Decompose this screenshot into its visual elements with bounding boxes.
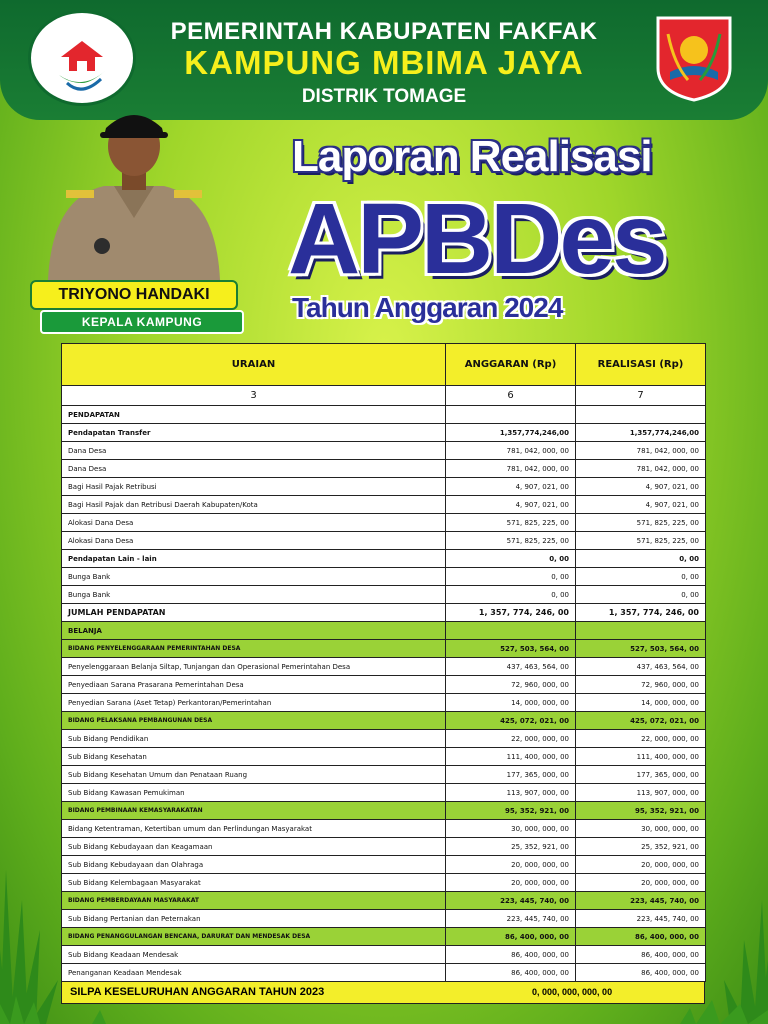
table-row [62,766,706,784]
row-realisasi: 223, 445, 740, 00 [576,892,706,910]
table-row [62,712,706,730]
row-label: Bagi Hasil Pajak dan Retribusi Daerah Kabupaten/Kota [62,496,446,514]
official-role: KEPALA KAMPUNG [40,310,244,334]
fiscal-year-title: Tahun Anggaran 2024 [292,292,563,323]
row-anggaran: 781, 042, 000, 00 [446,442,576,460]
row-realisasi: 4, 907, 021, 00 [576,496,706,514]
row-anggaran: 527, 503, 564, 00 [446,640,576,658]
row-anggaran: 95, 352, 921, 00 [446,802,576,820]
row-anggaran: 223, 445, 740, 00 [446,892,576,910]
row-label: Sub Bidang Pertanian dan Peternakan [62,910,446,928]
row-anggaran: 571, 825, 225, 00 [446,514,576,532]
row-label: Sub Bidang Kesehatan Umum dan Penataan Ruang [62,766,446,784]
row-label: Pendapatan Lain - lain [62,550,446,568]
row-realisasi: 0, 00 [576,586,706,604]
row-realisasi: 0, 00 [576,568,706,586]
row-label: Penyelenggaraan Belanja Siltap, Tunjangan dan Operasional Pemerintahan Desa [62,658,446,676]
row-realisasi: 0, 00 [576,550,706,568]
row-realisasi: 20, 000, 000, 00 [576,874,706,892]
row-anggaran [446,406,576,424]
row-realisasi: 425, 072, 021, 00 [576,712,706,730]
row-label: Alokasi Dana Desa [62,532,446,550]
table-row [62,820,706,838]
table-row [62,496,706,514]
row-anggaran: 425, 072, 021, 00 [446,712,576,730]
row-label: Bunga Bank [62,568,446,586]
apbdes-title: APBDes [288,183,665,295]
table-row [62,874,706,892]
row-label: Alokasi Dana Desa [62,514,446,532]
row-anggaran: 25, 352, 921, 00 [446,838,576,856]
row-anggaran: 86, 400, 000, 00 [446,946,576,964]
row-anggaran: 20, 000, 000, 00 [446,874,576,892]
row-realisasi: 781, 042, 000, 00 [576,460,706,478]
table-row [62,838,706,856]
row-anggaran: 437, 463, 564, 00 [446,658,576,676]
grass-bottom-decoration [0,990,768,1024]
col-number-realisasi: 7 [576,386,706,406]
table-row [62,424,706,442]
table-row [62,442,706,460]
row-label: Sub Bidang Kawasan Pemukiman [62,784,446,802]
table-row [62,802,706,820]
row-realisasi: 571, 825, 225, 00 [576,532,706,550]
row-anggaran: 177, 365, 000, 00 [446,766,576,784]
table-row [62,478,706,496]
header-government: PEMERINTAH KABUPATEN FAKFAK [170,18,598,45]
silpa-label: SILPA KESELURUHAN ANGGARAN TAHUN 2023 [70,986,325,998]
row-realisasi: 571, 825, 225, 00 [576,514,706,532]
table-row [62,658,706,676]
row-anggaran: 0, 00 [446,586,576,604]
row-anggaran: 571, 825, 225, 00 [446,532,576,550]
row-anggaran: 4, 907, 021, 00 [446,496,576,514]
table-row [62,406,706,424]
row-anggaran: 1,357,774,246,00 [446,424,576,442]
row-realisasi: 113, 907, 000, 00 [576,784,706,802]
row-realisasi: 72, 960, 000, 00 [576,676,706,694]
fakfak-regency-emblem-icon [652,14,736,102]
row-realisasi [576,406,706,424]
row-label: PENDAPATAN [62,406,446,424]
row-realisasi: 86, 400, 000, 00 [576,946,706,964]
row-label: BELANJA [62,622,446,640]
table-row [62,622,706,640]
row-realisasi: 177, 365, 000, 00 [576,766,706,784]
table-row [62,676,706,694]
table-row [62,928,706,946]
row-anggaran: 1, 357, 774, 246, 00 [446,604,576,622]
row-label: BIDANG PEMBERDAYAAN MASYARAKAT [62,892,446,910]
row-anggaran: 30, 000, 000, 00 [446,820,576,838]
row-anggaran: 86, 400, 000, 00 [446,964,576,982]
row-anggaran: 113, 907, 000, 00 [446,784,576,802]
table-row [62,568,706,586]
row-anggaran: 72, 960, 000, 00 [446,676,576,694]
row-anggaran [446,622,576,640]
row-realisasi: 4, 907, 021, 00 [576,478,706,496]
header-realisasi: REALISASI (Rp) [576,344,706,386]
row-label: Sub Bidang Kebudayaan dan Olahraga [62,856,446,874]
village-head-portrait [44,98,224,280]
row-label: JUMLAH PENDAPATAN [62,604,446,622]
row-label: Bagi Hasil Pajak Retribusi [62,478,446,496]
row-realisasi: 781, 042, 000, 00 [576,442,706,460]
ministry-logo-icon [28,10,136,106]
table-row [62,460,706,478]
row-realisasi: 527, 503, 564, 00 [576,640,706,658]
row-realisasi: 95, 352, 921, 00 [576,802,706,820]
row-label: Bidang Ketentraman, Ketertiban umum dan Perlindungan Masyarakat [62,820,446,838]
row-realisasi: 437, 463, 564, 00 [576,658,706,676]
row-anggaran: 20, 000, 000, 00 [446,856,576,874]
table-row [62,856,706,874]
row-label: Sub Bidang Kelembagaan Masyarakat [62,874,446,892]
row-label: Sub Bidang Pendidikan [62,730,446,748]
row-label: Penyediaan Sarana Prasarana Pemerintahan Desa [62,676,446,694]
row-realisasi: 14, 000, 000, 00 [576,694,706,712]
table-row [62,586,706,604]
row-realisasi: 86, 400, 000, 00 [576,928,706,946]
table-row [62,964,706,982]
table-row [62,892,706,910]
row-anggaran: 86, 400, 000, 00 [446,928,576,946]
col-number-anggaran: 6 [446,386,576,406]
row-realisasi [576,622,706,640]
row-label: BIDANG PEMBINAAN KEMASYARAKATAN [62,802,446,820]
table-row [62,604,706,622]
row-realisasi: 30, 000, 000, 00 [576,820,706,838]
row-anggaran: 0, 00 [446,550,576,568]
table-row [62,532,706,550]
table-row [62,946,706,964]
row-label: BIDANG PELAKSANA PEMBANGUNAN DESA [62,712,446,730]
row-anggaran: 4, 907, 021, 00 [446,478,576,496]
row-realisasi: 22, 000, 000, 00 [576,730,706,748]
row-label: Penanganan Keadaan Mendesak [62,964,446,982]
row-label: Penyedian Sarana (Aset Tetap) Perkantoran/Pemerintahan [62,694,446,712]
row-anggaran: 22, 000, 000, 00 [446,730,576,748]
row-label: BIDANG PENYELENGGARAAN PEMERINTAHAN DESA [62,640,446,658]
table-row [62,784,706,802]
table-row [62,514,706,532]
row-realisasi: 223, 445, 740, 00 [576,910,706,928]
row-realisasi: 86, 400, 000, 00 [576,964,706,982]
row-label: Sub Bidang Kesehatan [62,748,446,766]
row-label: BIDANG PENANGGULANGAN BENCANA, DARURAT DAN MENDESAK DESA [62,928,446,946]
row-label: Sub Bidang Kebudayaan dan Keagamaan [62,838,446,856]
row-anggaran: 111, 400, 000, 00 [446,748,576,766]
table-row [62,748,706,766]
row-label: Dana Desa [62,442,446,460]
row-realisasi: 20, 000, 000, 00 [576,856,706,874]
row-anggaran: 0, 00 [446,568,576,586]
table-row [62,550,706,568]
report-title: Laporan Realisasi [292,132,652,181]
table-row [62,694,706,712]
col-number-uraian: 3 [62,386,446,406]
row-realisasi: 111, 400, 000, 00 [576,748,706,766]
table-row [62,730,706,748]
header-district: DISTRIK TOMAGE [301,86,467,107]
header-anggaran: ANGGARAN (Rp) [446,344,576,386]
row-label: Dana Desa [62,460,446,478]
table-row [62,910,706,928]
row-label: Bunga Bank [62,586,446,604]
row-realisasi: 25, 352, 921, 00 [576,838,706,856]
row-realisasi: 1,357,774,246,00 [576,424,706,442]
row-realisasi: 1, 357, 774, 246, 00 [576,604,706,622]
header-uraian: URAIAN [62,344,446,386]
row-anggaran: 223, 445, 740, 00 [446,910,576,928]
row-label: Sub Bidang Keadaan Mendesak [62,946,446,964]
row-label: Pendapatan Transfer [62,424,446,442]
table-row [62,640,706,658]
official-name: TRIYONO HANDAKI [30,280,238,310]
budget-table [61,343,705,1004]
row-anggaran: 781, 042, 000, 00 [446,460,576,478]
row-anggaran: 14, 000, 000, 00 [446,694,576,712]
silpa-value: 0, 000, 000, 000, 00 [532,987,613,997]
header-village: KAMPUNG MBIMA JAYA [184,44,584,81]
